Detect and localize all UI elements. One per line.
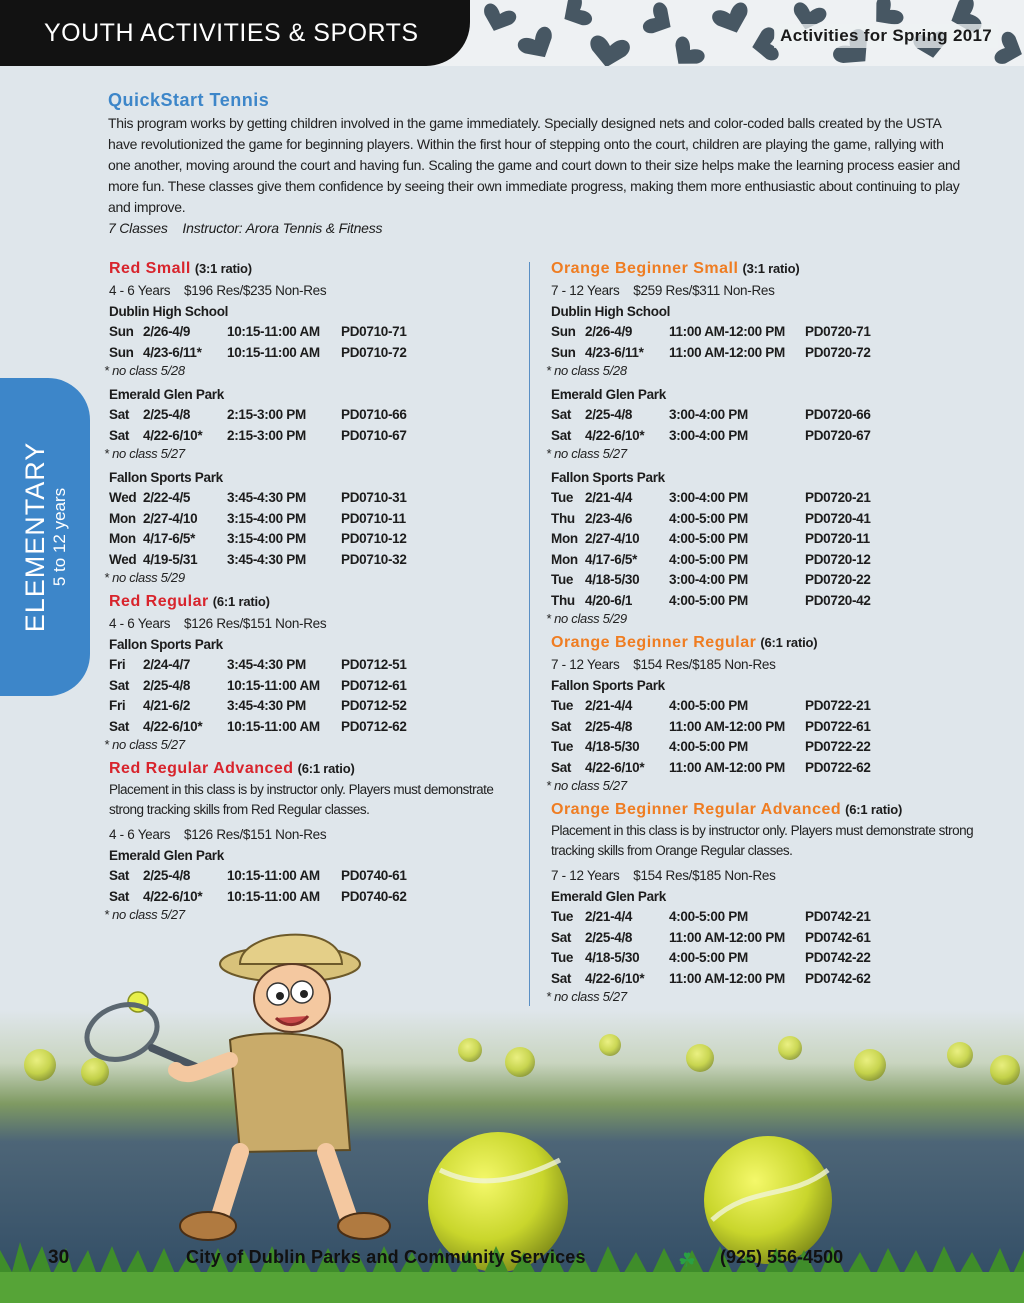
- schedule-code: PD0712-62: [341, 718, 407, 734]
- schedule-code: PD0720-72: [805, 344, 871, 360]
- program-age-fee: 4 - 6 Years $126 Res/$151 Non-Res: [109, 616, 327, 631]
- schedule-code: PD0722-22: [805, 739, 871, 754]
- program-ratio: (6:1 ratio): [297, 761, 355, 776]
- schedule-code: PD0710-71: [341, 324, 407, 339]
- schedule-time: 10:15-11:00 AM: [227, 868, 320, 883]
- schedule-time: 3:15-4:00 PM: [227, 510, 306, 526]
- schedule-dates: 2/26-4/9: [143, 324, 191, 339]
- schedule-day: Sat: [551, 718, 572, 734]
- program-block: [546, 799, 986, 1004]
- schedule-row: [551, 550, 895, 571]
- schedule-day: Wed: [109, 490, 137, 505]
- program-heading: [546, 799, 986, 821]
- schedule-row: [109, 509, 431, 530]
- program-name: Red Regular Advanced: [109, 760, 294, 777]
- schedule-table: [109, 405, 431, 446]
- program-placement-note: Placement in this class is by instructor only. Players must demonstrate strong tracking skills from Orange Regular classes.: [551, 823, 974, 858]
- schedule-table: [551, 696, 895, 778]
- schedule-day: Sun: [551, 344, 576, 360]
- schedule-dates: 2/21-4/4: [585, 909, 633, 924]
- schedule-time: 3:15-4:00 PM: [227, 531, 306, 546]
- program-block: [546, 258, 986, 626]
- schedule-code: PD0722-61: [805, 718, 871, 734]
- schedule-code: PD0710-66: [341, 407, 407, 422]
- schedule-day: Wed: [109, 551, 137, 567]
- schedule-row: [551, 405, 895, 426]
- schedule-row: [551, 343, 895, 364]
- program-block: [104, 758, 524, 922]
- schedule-time: 4:00-5:00 PM: [669, 531, 748, 546]
- schedule-day: Sun: [109, 344, 134, 360]
- schedule-row: [551, 696, 895, 717]
- schedule-time: 3:00-4:00 PM: [669, 490, 748, 505]
- schedule-row: [551, 969, 895, 990]
- program-block: [104, 591, 524, 752]
- schedule-dates: 2/23-4/6: [585, 510, 633, 526]
- program-ratio: (6:1 ratio): [845, 802, 903, 817]
- schedule-dates: 2/27-4/10: [143, 510, 198, 526]
- schedule-time: 2:15-3:00 PM: [227, 427, 306, 443]
- organization-name: City of Dublin Parks and Community Services: [186, 1247, 586, 1267]
- schedule-code: PD0740-61: [341, 868, 407, 883]
- schedule-row: [109, 696, 431, 717]
- schedule-dates: 4/22-6/10*: [143, 427, 203, 443]
- schedule-time: 11:00 AM-12:00 PM: [669, 970, 785, 986]
- location-name: Dublin High School: [551, 304, 671, 319]
- no-class-note: * no class 5/27: [104, 907, 185, 922]
- program-age-fee: 7 - 12 Years $154 Res/$185 Non-Res: [551, 657, 776, 672]
- schedule-row: [109, 343, 431, 364]
- schedule-row: [109, 866, 431, 887]
- schedule-row: [109, 550, 431, 571]
- program-age-fee: 7 - 12 Years $154 Res/$185 Non-Res: [551, 868, 776, 883]
- age-group-title: ELEMENTARY: [20, 441, 50, 633]
- no-class-note: * no class 5/27: [546, 989, 627, 1004]
- schedule-dates: 2/21-4/4: [585, 698, 633, 713]
- schedule-day: Mon: [109, 510, 136, 526]
- schedule-dates: 4/22-6/10*: [585, 427, 645, 443]
- schedule-dates: 2/24-4/7: [143, 657, 191, 672]
- schedule-code: PD0720-71: [805, 324, 871, 339]
- schedule-time: 4:00-5:00 PM: [669, 592, 748, 608]
- schedule-row: [551, 488, 895, 509]
- schedule-dates: 2/25-4/8: [585, 407, 633, 422]
- schedule-row: [551, 591, 895, 612]
- schedule-code: PD0720-41: [805, 510, 871, 526]
- schedule-dates: 4/22-6/10*: [143, 888, 203, 904]
- schedule-row: [109, 426, 431, 447]
- schedule-day: Tue: [551, 739, 574, 754]
- section-title: YOUTH ACTIVITIES & SPORTS: [0, 0, 470, 66]
- program-ratio: (3:1 ratio): [742, 261, 800, 276]
- schedule-dates: 4/23-6/11*: [143, 344, 202, 360]
- location-name: Emerald Glen Park: [551, 889, 666, 904]
- schedule-dates: 2/25-4/8: [143, 407, 191, 422]
- schedule-row: [551, 529, 895, 550]
- schedule-time: 3:00-4:00 PM: [669, 572, 748, 587]
- program-name: Orange Beginner Small: [551, 260, 739, 277]
- no-class-note: * no class 5/29: [104, 570, 185, 585]
- schedule-row: [551, 426, 895, 447]
- schedule-code: PD0710-11: [341, 510, 406, 526]
- schedule-dates: 4/23-6/11*: [585, 344, 644, 360]
- program-heading: [104, 758, 524, 780]
- schedule-code: PD0720-42: [805, 592, 871, 608]
- schedule-day: Sun: [109, 324, 134, 339]
- schedule-time: 3:45-4:30 PM: [227, 698, 306, 713]
- schedule-day: Mon: [551, 531, 578, 546]
- schedule-day: Tue: [551, 572, 574, 587]
- no-class-note: * no class 5/27: [104, 737, 185, 752]
- schedule-time: 3:45-4:30 PM: [227, 657, 306, 672]
- schedule-day: Tue: [551, 490, 574, 505]
- schedule-dates: 4/21-6/2: [143, 698, 191, 713]
- column-divider: [529, 262, 530, 1006]
- location-name: Fallon Sports Park: [551, 470, 665, 485]
- program-ratio: (3:1 ratio): [194, 261, 252, 276]
- schedule-row: [109, 887, 431, 908]
- schedule-table: [109, 866, 431, 907]
- schedule-row: [109, 322, 431, 343]
- schedule-time: 11:00 AM-12:00 PM: [669, 344, 785, 360]
- schedule-dates: 4/17-6/5*: [585, 551, 638, 567]
- schedule-day: Thu: [551, 510, 575, 526]
- schedule-row: [551, 928, 895, 949]
- schedule-row: [109, 529, 431, 550]
- schedule-dates: 4/22-6/10*: [585, 970, 645, 986]
- no-class-note: * no class 5/27: [104, 446, 185, 461]
- schedule-code: PD0742-62: [805, 970, 871, 986]
- no-class-note: * no class 5/28: [546, 363, 627, 378]
- location-name: Fallon Sports Park: [551, 678, 665, 693]
- schedule-day: Sat: [109, 888, 130, 904]
- program-heading: [546, 632, 986, 654]
- location-name: Fallon Sports Park: [109, 470, 223, 485]
- schedule-code: PD0722-62: [805, 759, 871, 775]
- schedule-code: PD0712-52: [341, 698, 407, 713]
- program-meta: 7 Classes Instructor: Arora Tennis & Fitness: [108, 220, 383, 236]
- age-group-range: 5 to 12 years: [50, 487, 69, 587]
- no-class-note: * no class 5/27: [546, 778, 627, 793]
- schedule-day: Sat: [109, 868, 130, 883]
- location-name: Emerald Glen Park: [551, 387, 666, 402]
- no-class-note: * no class 5/28: [104, 363, 185, 378]
- program-heading: [546, 258, 986, 280]
- schedule-row: [551, 758, 895, 779]
- schedule-code: PD0720-11: [805, 531, 870, 546]
- schedule-time: 3:00-4:00 PM: [669, 427, 748, 443]
- age-group-tab: [0, 378, 90, 696]
- page-footer: [0, 1245, 1024, 1277]
- program-block: [546, 632, 986, 793]
- schedule-day: Sat: [109, 427, 130, 443]
- schedule-dates: 4/18-5/30: [585, 572, 640, 587]
- schedule-time: 3:45-4:30 PM: [227, 551, 306, 567]
- schedule-time: 3:00-4:00 PM: [669, 407, 748, 422]
- schedule-day: Mon: [109, 531, 136, 546]
- schedule-table: [109, 655, 431, 737]
- program-ratio: (6:1 ratio): [212, 594, 270, 609]
- schedule-code: PD0710-67: [341, 427, 407, 443]
- phone-number: (925) 556-4500: [720, 1247, 844, 1267]
- page-number: 30: [48, 1247, 70, 1268]
- schedule-row: [551, 322, 895, 343]
- schedule-code: PD0722-21: [805, 698, 871, 713]
- schedule-code: PD0712-51: [341, 657, 407, 672]
- schedule-table: [109, 322, 431, 363]
- schedule-table: [551, 907, 895, 989]
- schedule-table: [551, 488, 895, 611]
- schedule-time: 10:15-11:00 AM: [227, 718, 320, 734]
- program-block: [104, 258, 524, 585]
- schedule-day: Sat: [109, 677, 130, 693]
- program-age-fee: 4 - 6 Years $126 Res/$151 Non-Res: [109, 827, 327, 842]
- left-column: [104, 258, 524, 928]
- schedule-code: PD0710-72: [341, 344, 407, 360]
- program-title: QuickStart Tennis: [108, 90, 270, 110]
- schedule-table: [551, 405, 895, 446]
- schedule-day: Sat: [551, 929, 572, 945]
- schedule-day: Sat: [109, 718, 130, 734]
- location-name: Emerald Glen Park: [109, 387, 224, 402]
- schedule-time: 10:15-11:00 AM: [227, 888, 320, 904]
- no-class-note: * no class 5/29: [546, 611, 627, 626]
- schedule-code: PD0710-31: [341, 490, 407, 505]
- no-class-note: * no class 5/27: [546, 446, 627, 461]
- schedule-time: 4:00-5:00 PM: [669, 739, 748, 754]
- schedule-dates: 4/18-5/30: [585, 739, 640, 754]
- program-name: Red Small: [109, 260, 191, 277]
- schedule-day: Sat: [109, 407, 130, 422]
- location-name: Emerald Glen Park: [109, 848, 224, 863]
- schedule-code: PD0720-21: [805, 490, 871, 505]
- schedule-day: Sat: [551, 970, 572, 986]
- schedule-dates: 4/19-5/31: [143, 551, 198, 567]
- schedule-time: 4:00-5:00 PM: [669, 698, 748, 713]
- schedule-day: Sat: [551, 427, 572, 443]
- schedule-day: Thu: [551, 592, 575, 608]
- schedule-time: 2:15-3:00 PM: [227, 407, 306, 422]
- schedule-code: PD0710-32: [341, 551, 407, 567]
- schedule-day: Tue: [551, 950, 574, 965]
- location-name: Dublin High School: [109, 304, 229, 319]
- schedule-table: [109, 488, 431, 570]
- schedule-dates: 2/21-4/4: [585, 490, 633, 505]
- schedule-dates: 2/25-4/8: [143, 677, 191, 693]
- schedule-dates: 4/17-6/5*: [143, 531, 196, 546]
- schedule-code: PD0720-66: [805, 407, 871, 422]
- schedule-code: PD0720-67: [805, 427, 871, 443]
- shamrock-icon: ☘: [678, 1250, 696, 1272]
- program-name: Orange Beginner Regular Advanced: [551, 801, 842, 818]
- season-label: Activities for Spring 2017: [774, 24, 998, 48]
- program-age-fee: 7 - 12 Years $259 Res/$311 Non-Res: [551, 283, 775, 298]
- schedule-dates: 4/22-6/10*: [143, 718, 203, 734]
- program-ratio: (6:1 ratio): [760, 635, 818, 650]
- schedule-time: 4:00-5:00 PM: [669, 510, 748, 526]
- schedule-code: PD0742-61: [805, 929, 871, 945]
- schedule-dates: 2/25-4/8: [143, 868, 191, 883]
- schedule-row: [551, 509, 895, 530]
- schedule-row: [551, 948, 895, 969]
- schedule-time: 3:45-4:30 PM: [227, 490, 306, 505]
- schedule-dates: 4/20-6/1: [585, 592, 633, 608]
- schedule-row: [109, 717, 431, 738]
- schedule-day: Mon: [551, 551, 578, 567]
- schedule-dates: 4/18-5/30: [585, 950, 640, 965]
- schedule-day: Fri: [109, 698, 126, 713]
- schedule-code: PD0742-22: [805, 950, 871, 965]
- schedule-dates: 2/25-4/8: [585, 929, 633, 945]
- schedule-row: [109, 655, 431, 676]
- schedule-time: 11:00 AM-12:00 PM: [669, 324, 785, 339]
- schedule-time: 11:00 AM-12:00 PM: [669, 718, 785, 734]
- program-age-fee: 4 - 6 Years $196 Res/$235 Non-Res: [109, 283, 327, 298]
- schedule-row: [551, 737, 895, 758]
- right-column: [546, 258, 986, 1010]
- schedule-dates: 2/26-4/9: [585, 324, 633, 339]
- program-heading: [104, 258, 524, 280]
- schedule-day: Tue: [551, 909, 574, 924]
- schedule-day: Tue: [551, 698, 574, 713]
- schedule-code: PD0720-22: [805, 572, 871, 587]
- schedule-row: [109, 676, 431, 697]
- schedule-code: PD0710-12: [341, 531, 407, 546]
- schedule-code: PD0712-61: [341, 677, 407, 693]
- schedule-time: 10:15-11:00 AM: [227, 324, 320, 339]
- schedule-time: 10:15-11:00 AM: [227, 344, 320, 360]
- schedule-code: PD0742-21: [805, 909, 871, 924]
- schedule-row: [551, 570, 895, 591]
- schedule-row: [109, 488, 431, 509]
- schedule-dates: 2/25-4/8: [585, 718, 633, 734]
- location-name: Fallon Sports Park: [109, 637, 223, 652]
- schedule-code: PD0720-12: [805, 551, 871, 567]
- program-heading: [104, 591, 524, 613]
- schedule-day: Sat: [551, 759, 572, 775]
- schedule-row: [551, 907, 895, 928]
- program-name: Orange Beginner Regular: [551, 634, 757, 651]
- schedule-time: 4:00-5:00 PM: [669, 551, 748, 567]
- schedule-dates: 2/27-4/10: [585, 531, 640, 546]
- schedule-time: 11:00 AM-12:00 PM: [669, 759, 785, 775]
- schedule-time: 11:00 AM-12:00 PM: [669, 929, 785, 945]
- schedule-day: Sat: [551, 407, 572, 422]
- schedule-dates: 4/22-6/10*: [585, 759, 645, 775]
- program-description: This program works by getting children involved in the game immediately. Specially designed nets and color-coded balls created by the USTA have revolutionized the game for beginning players. Within the first hour of stepping onto the court, children are playing the game, rallying with one another, moving around the court and having fun. Scaling the game and court down to their size helps make the learning process easier and more fun. These classes give them confidence by seeing their own immediate progress, making them more enthusiastic about continuing to play and improve.: [108, 115, 960, 215]
- intro-section: [108, 90, 968, 238]
- page-header: [0, 0, 1024, 66]
- schedule-table: [551, 322, 895, 363]
- program-placement-note: Placement in this class is by instructor only. Players must demonstrate strong tracking skills from Red Regular classes.: [109, 782, 494, 817]
- schedule-code: PD0740-62: [341, 888, 407, 904]
- program-name: Red Regular: [109, 593, 209, 610]
- schedule-day: Fri: [109, 657, 126, 672]
- schedule-time: 10:15-11:00 AM: [227, 677, 320, 693]
- schedule-dates: 2/22-4/5: [143, 490, 191, 505]
- explorer-cartoon-icon: [80, 920, 410, 1260]
- schedule-row: [109, 405, 431, 426]
- schedule-time: 4:00-5:00 PM: [669, 950, 748, 965]
- schedule-day: Sun: [551, 324, 576, 339]
- schedule-row: [551, 717, 895, 738]
- schedule-time: 4:00-5:00 PM: [669, 909, 748, 924]
